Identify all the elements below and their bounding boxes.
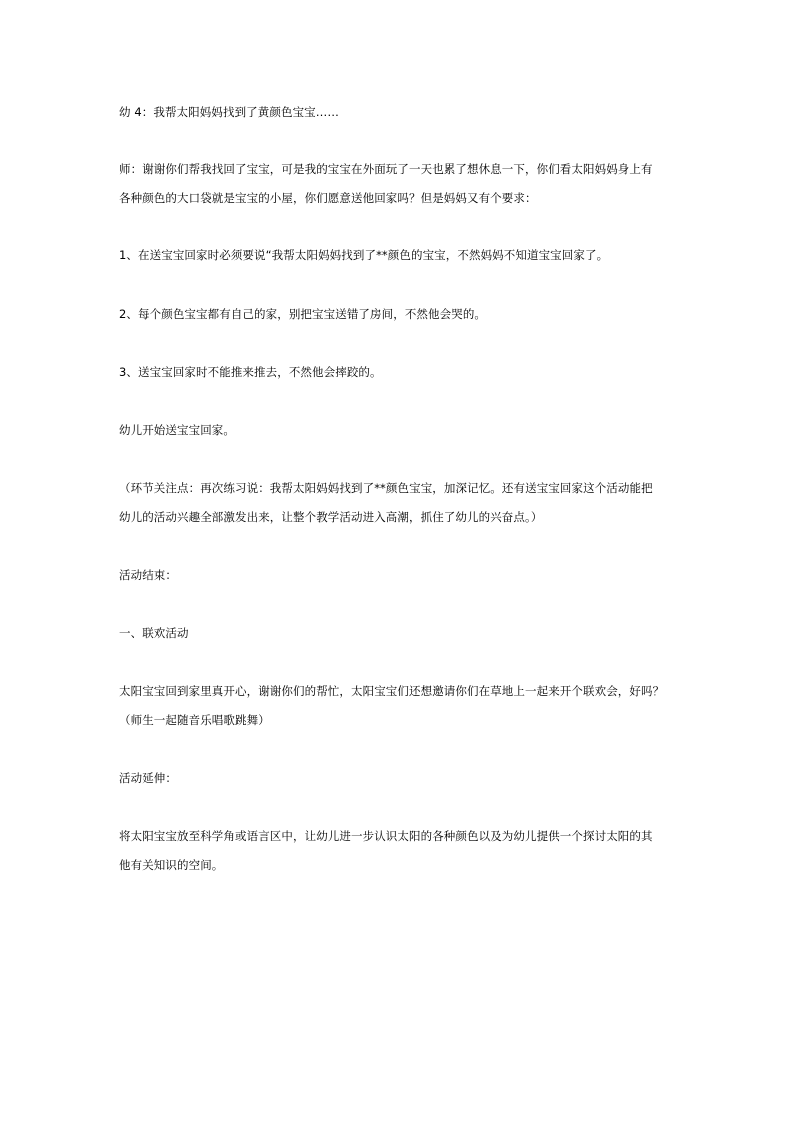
text-line: （师生一起随音乐唱歌跳舞） [119,713,270,727]
heading-party-activity [119,619,679,648]
text-line: 幼 4：我帮太阳妈妈找到了黄颜色宝宝…… [119,105,339,119]
heading-activity-extension [119,764,679,793]
paragraph-party-invitation [119,677,679,735]
text-line: （环节关注点：再次练习说：我帮太阳妈妈找到了**颜色宝宝，加深记忆。还有送宝宝回家这个活动能把 [119,481,653,495]
paragraph-extension-detail [119,822,679,880]
text-line: 一、联欢活动 [119,626,189,640]
paragraph-focus-note [119,474,679,532]
text-line: 3、送宝宝回家时不能推来推去，不然他会摔跤的。 [119,365,382,379]
text-line: 幼儿的活动兴趣全部激发出来，让整个教学活动进入高潮，抓住了幼儿的兴奋点。） [119,510,543,524]
text-line: 将太阳宝宝放至科学角或语言区中，让幼儿进一步认识太阳的各种颜色以及为幼儿提供一个探讨太阳的其 [119,829,653,843]
text-line: 2、每个颜色宝宝都有自己的家，别把宝宝送错了房间，不然他会哭的。 [119,307,487,321]
paragraph-rule-1 [119,241,679,270]
paragraph-children-start [119,416,679,445]
text-line: 他有关知识的空间。 [119,858,224,872]
paragraph-rule-2 [119,300,679,329]
text-line: 活动结束： [119,568,177,582]
heading-activity-end [119,561,679,590]
text-line: 活动延伸： [119,771,177,785]
text-line: 太阳宝宝回到家里真开心，谢谢你们的帮忙，太阳宝宝们还想邀请你们在草地上一起来开个联欢会，好吗？ [119,684,665,698]
text-line: 各种颜色的大口袋就是宝宝的小屋，你们愿意送他回家吗？但是妈妈又有个要求： [119,191,537,205]
paragraph-rule-3 [119,358,679,387]
paragraph-child-4-response [119,98,679,127]
text-line: 1、在送宝宝回家时必须要说“我帮太阳妈妈找到了**颜色的宝宝，不然妈妈不知道宝宝回家了。 [119,248,609,262]
text-line: 师：谢谢你们帮我找回了宝宝，可是我的宝宝在外面玩了一天也累了想休息一下，你们看太阳妈妈身上有 [119,162,653,176]
text-line: 幼儿开始送宝宝回家。 [119,423,235,437]
paragraph-teacher-request [119,155,679,213]
